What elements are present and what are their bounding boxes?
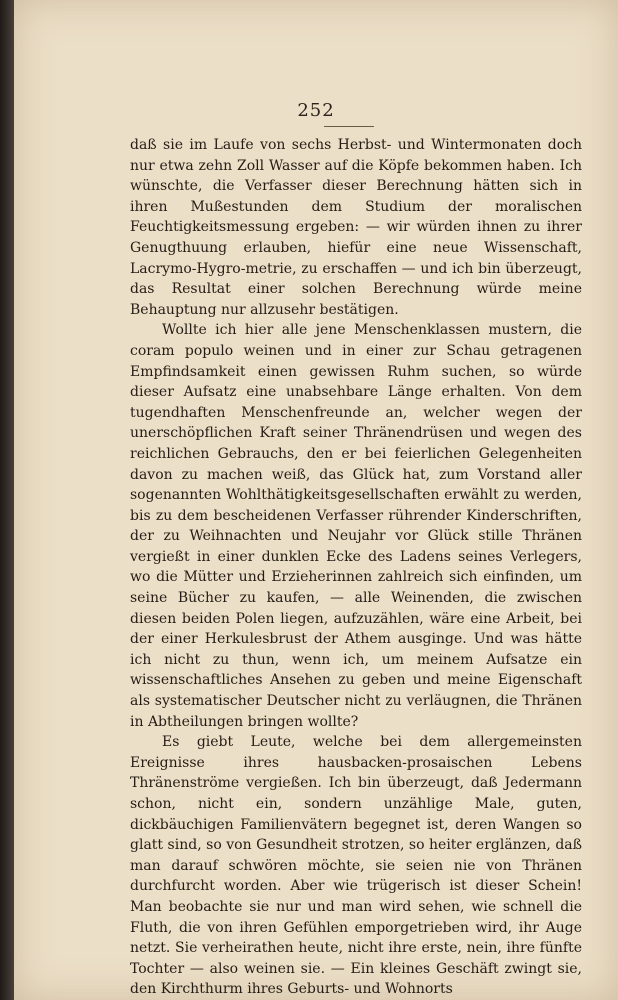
paragraph-3: Es giebt Leute, welche bei dem allergemeinsten Ereignisse ihres hausbacken-prosaischen Lebens Thränenströme vergießen. Ich bin überzeugt, daß Jedermann schon, nicht ein, sondern unzählige Male, guten, dickbäuchigen Familienvätern begegnet ist, deren Wangen so glatt sind, so von Gesundheit strotzen, so heiter erglänzen, daß man darauf schwören möchte, sie seien nie von Thränen durchfurcht worden. Aber wie trügerisch ist dieser Schein! Man beobachte sie nur und man wird sehen, wie schnell die Fluth, die von ihren Gefühlen emporgetrieben wird, ihr Auge netzt. Sie verheirathen heute, nicht ihre erste, nein, ihre fünfte Tochter — also weinen sie. — Ein kleines Geschäft zwingt sie, den Kirchthurm ihres Geburts- und Wohnorts — [130, 734, 582, 998]
paragraph-1: daß sie im Laufe von sechs Herbst- und Wintermonaten doch nur etwa zehn Zoll Wasser auf die Köpfe bekommen haben. Ich wünschte, die Verfasser dieser Berechnung hätten sich in ihren Mußestunden dem Studium der moralischen Feuchtigkeitsmessung ergeben: — wir würden ihnen zu ihrer Genugthuung erlauben, hiefür eine neue Wissenschaft, Lacrymo-Hygro-metrie, zu erschaffen — und ich bin überzeugt, das Resultat einer solchen Berechnung würde meine Behauptung nur allzusehr bestätigen. — [130, 137, 582, 318]
page-number-rule — [324, 126, 374, 127]
page-number: 252 — [297, 100, 335, 121]
book-page — [14, 0, 618, 1000]
body-text — [130, 135, 582, 1000]
paragraph-2: Wollte ich hier alle jene Menschenklassen mustern, die coram populo weinen und in einer zur Schau getragenen Empfindsamkeit einen gewissen Ruhm suchen, so würde dieser Aufsatz eine unabsehbare Länge erhalten. Von dem tugendhaften Menschenfreunde an, welcher wegen der unerschöpflichen Kraft seiner Thränendrüsen und wegen des reichlichen Gebrauchs, den er bei feierlichen Gelegenheiten davon zu machen weiß, das Glück hat, zum Vorstand aller sogenannten Wohlthätigkeitsgesellschaften erwählt zu werden, bis zu dem bescheidenen Verfasser rührender Kinderschriften, der zu Weihnachten und Neujahr vor Glück stille Thränen vergießt in einer dunklen Ecke des Ladens seines Verlegers, wo die Mütter und Erzieherinnen zahlreich sich einfinden, um seine Bücher zu kaufen, — alle Weinenden, die zwischen diesen beiden Polen liegen, aufzuzählen, wäre eine Arbeit, bei der einer Herkulesbrust der Athem ausginge. Und was hätte ich nicht zu thun, wenn ich, um meinem Aufsatze ein wissenschaftliches Ansehen zu geben und meine Eigenschaft als systematischer Deutscher nicht zu verläugnen, die Thränen in Abtheilungen bringen wollte? — [130, 322, 582, 730]
binding-edge — [0, 0, 14, 1000]
